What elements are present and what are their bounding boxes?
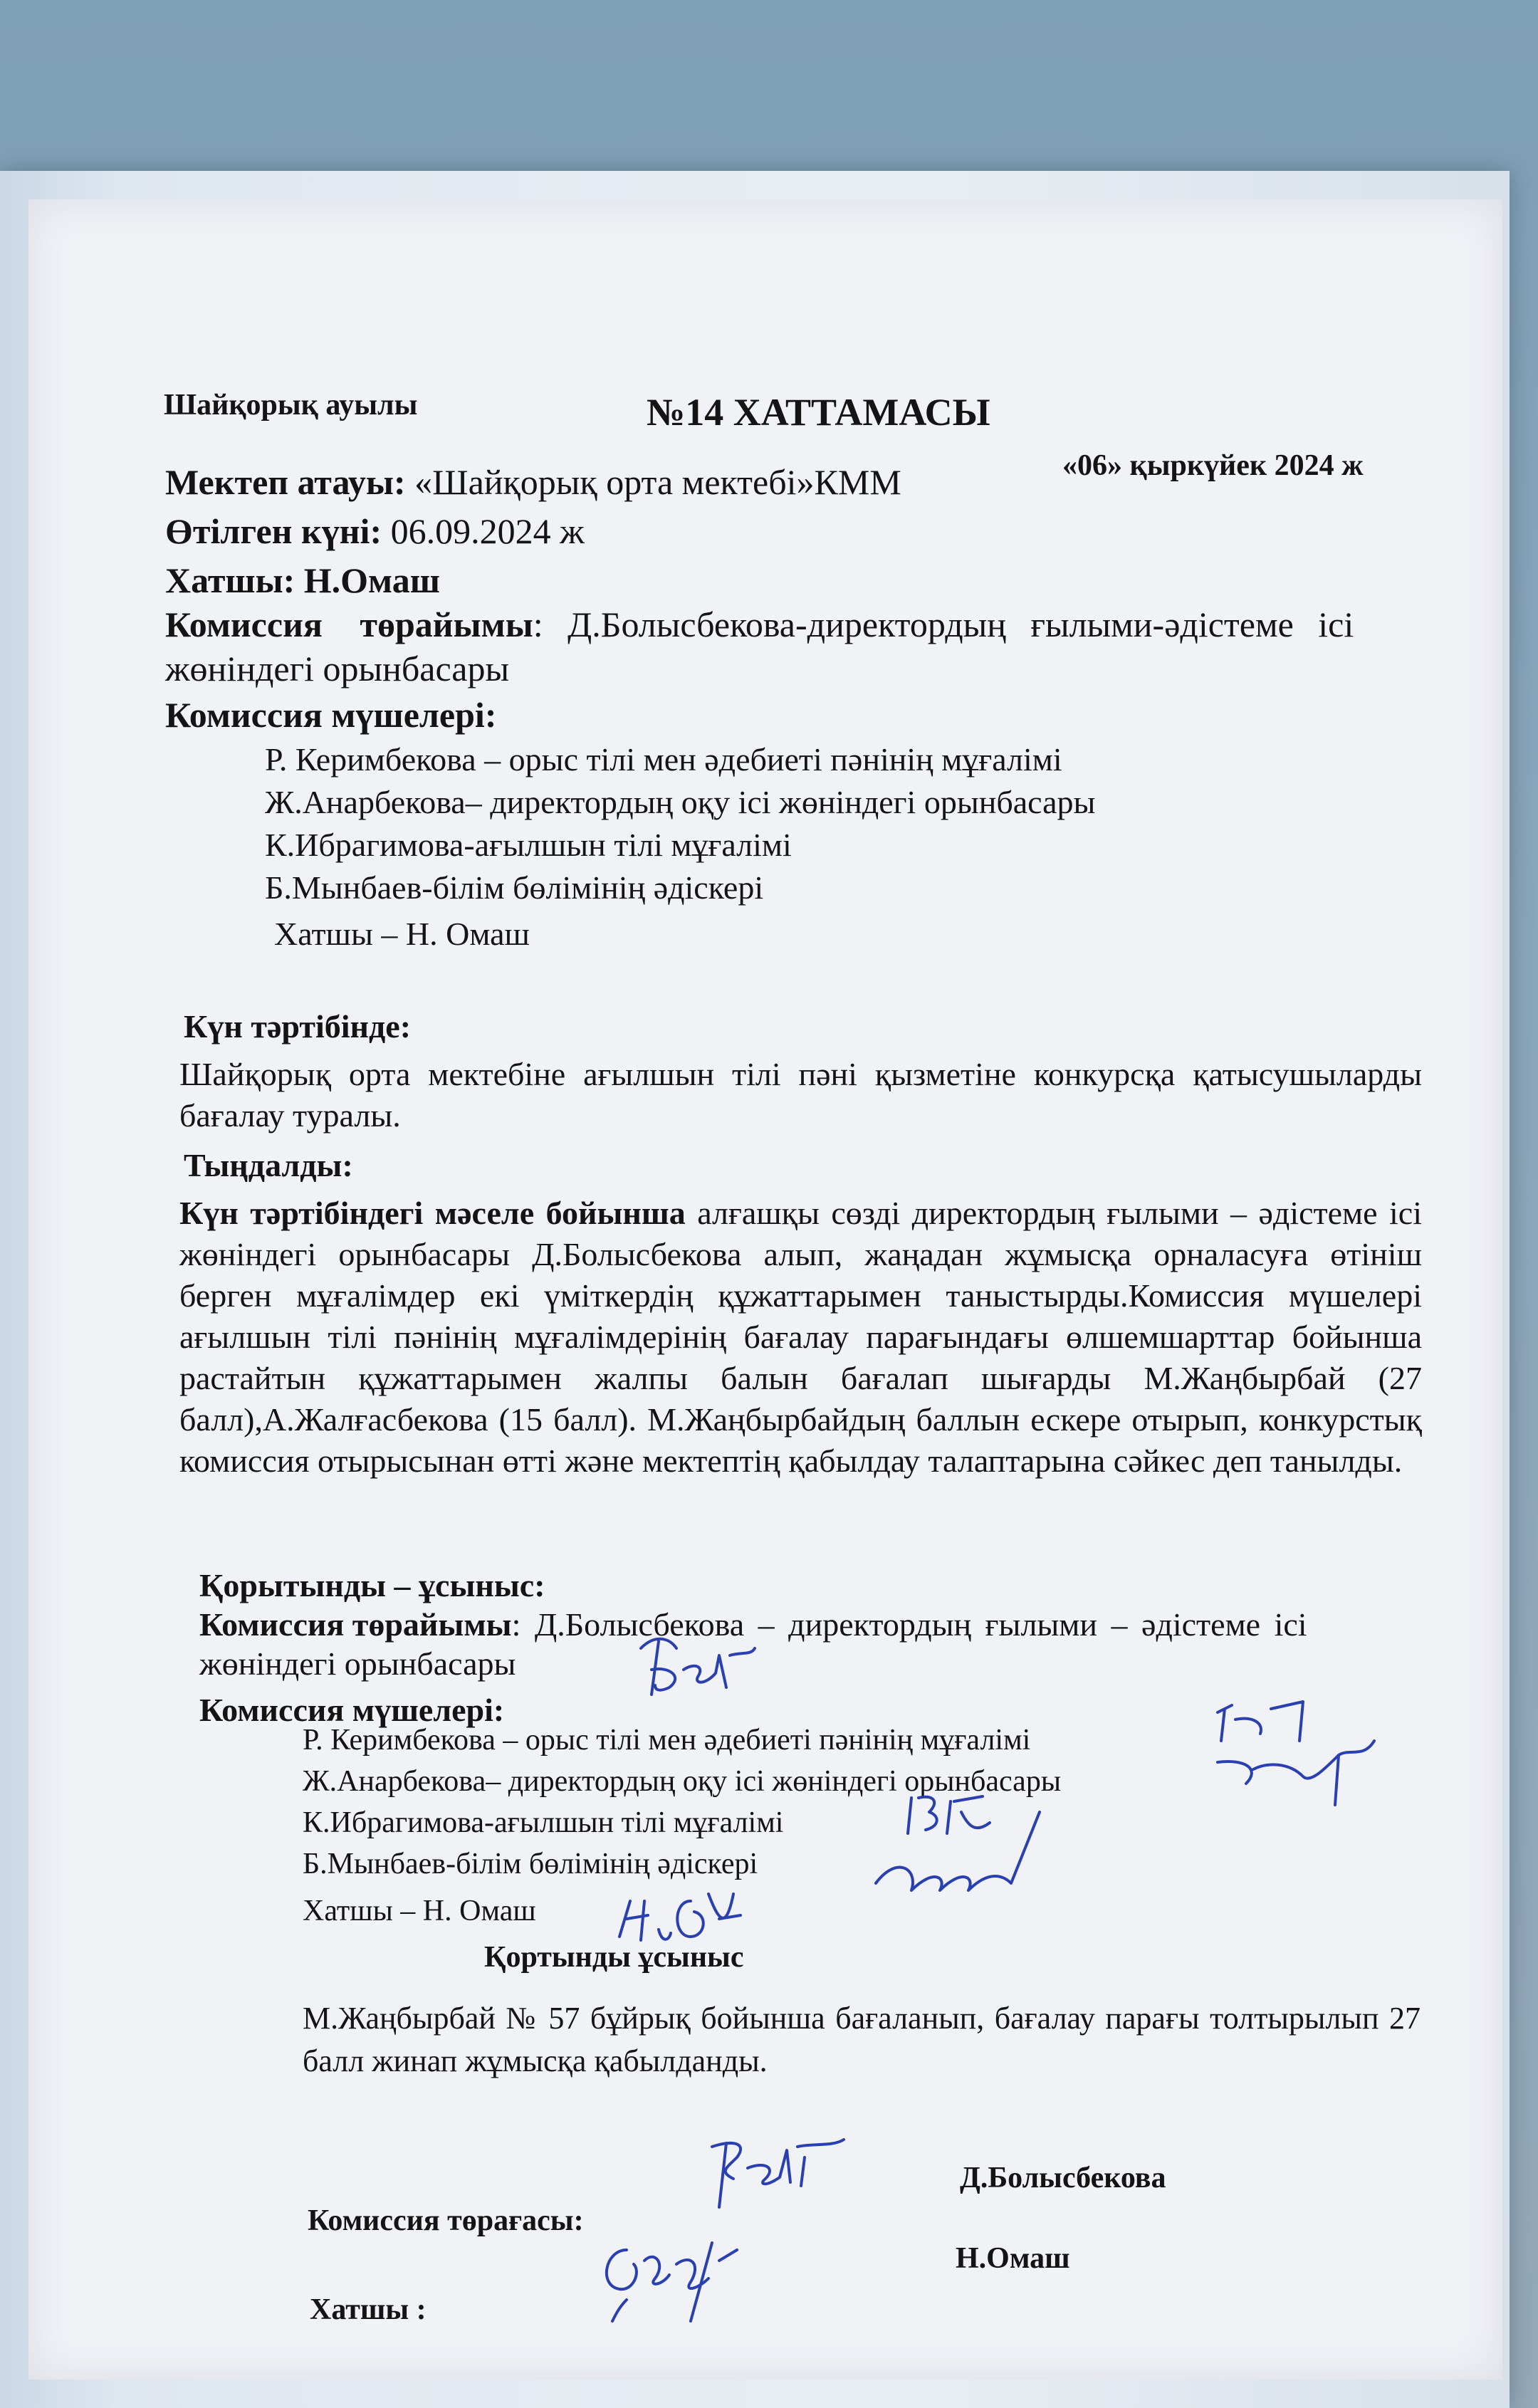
decision-text: М.Жаңбырбай № 57 бұйрық бойынша бағаланып, бағалау парағы толтырылып 27 балл жинап жұмысқа қабылданды.	[303, 2001, 1421, 2078]
heard-label: Тыңдалды:	[184, 1147, 353, 1183]
conclusion-member-item: Хатшы – Н. Омаш	[303, 1895, 536, 1927]
agenda-text: Шайқорық орта мектебіне ағылшын тілі пәні қызметіне конкурсқа қатысушыларды бағалау туралы.	[179, 1056, 1422, 1134]
secretary-line: Хатшы: Н.Омаш	[165, 560, 440, 600]
secretary-sign-name: Н.Омаш	[956, 2242, 1070, 2275]
conclusion-member-item: Б.Мынбаев-білім бөлімінің әдіскері	[303, 1848, 758, 1880]
signature-chair-final	[698, 2129, 854, 2229]
school-value: «Шайқорық орта мектебі»КММ	[414, 462, 901, 502]
held-value: 06.09.2024 ж	[390, 511, 585, 551]
chair-value: : Д.Болысбекова-директордың ғылыми-әдістеме ісі	[533, 604, 1354, 644]
member-item: Р. Керимбекова – орыс тілі мен әдебиеті пәнінің мұғалімі	[265, 741, 1062, 778]
conclusion-chair-value: : Д.Болысбекова – директордың ғылыми – әдістеме ісі	[511, 1606, 1307, 1643]
school-label: Мектеп атауы:	[165, 462, 406, 502]
conclusion-label: Қорытынды – ұсыныс:	[199, 1567, 545, 1603]
school-line	[165, 461, 901, 503]
held-label: Өтілген күні:	[165, 511, 382, 551]
chair-value-cont: жөніндегі орынбасары	[165, 649, 510, 689]
held-line	[165, 511, 585, 552]
protocol-title: №14 ХАТТАМАСЫ	[647, 391, 990, 434]
heard-text: алғашқы сөзді директордың ғылыми – әдістеме ісі жөніндегі орынбасары Д.Болысбекова алып, жаңадан жұмысқа орналасуға өтініш берген мұғалімдер екі үміткердің құжаттарымен таныстырды.Комиссия мүшелері ағылшын тілі пәнінің мұғалімдерінің бағалау парағындағы өлшемшарттар бойынша растайтын құжаттарымен жалпы балын бағалап шығарды М.Жаңбырбай (27 балл),А.Жалғасбекова (15 балл). М.Жаңбырбайдың баллын ескере отырып, конкурстық комиссия отырысынан өтті және мектептің қабылдау талаптарына сәйкес деп танылды.	[179, 1195, 1422, 1479]
member-item: К.Ибрагимова-ағылшын тілі мұғалімі	[265, 827, 792, 863]
signature-members	[1203, 1691, 1388, 1833]
conclusion-chair-cont: жөніндегі орынбасары	[199, 1645, 516, 1682]
village-name: Шайқорық ауылы	[164, 389, 418, 422]
chair-sign-label: Комиссия төрағасы:	[308, 2204, 584, 2237]
signature-chair-conclusion	[627, 1627, 769, 1705]
heard-lead: Күн тәртібіндегі мәселе бойынша	[179, 1195, 686, 1231]
conclusion-member-item: К.Ибрагимова-ағылшын тілі мұғалімі	[303, 1806, 784, 1839]
members-label: Комиссия мүшелері:	[165, 695, 497, 735]
member-item: Хатшы – Н. Омаш	[274, 916, 530, 952]
member-item: Ж.Анарбекова– директордың оқу ісі жөніндегі орынбасары	[265, 784, 1096, 820]
agenda-label: Күн тәртібінде:	[184, 1008, 412, 1045]
protocol-date: «06» қыркүйек 2024 ж	[1062, 449, 1364, 482]
signature-ibragimova	[869, 1784, 1054, 1912]
member-item: Б.Мынбаев-білім бөлімінің әдіскері	[265, 869, 764, 906]
conclusion-chair-label: Комиссия төрайымы	[199, 1606, 512, 1643]
conclusion-subheading: Қортынды ұсыныс	[484, 1941, 744, 1974]
conclusion-member-item: Р. Керимбекова – орыс тілі мен әдебиеті пәнінің мұғалімі	[303, 1724, 1031, 1757]
chair-line	[165, 604, 1433, 645]
chair-label: Комиссия төрайымы	[165, 604, 533, 644]
signature-omash	[605, 1873, 748, 1951]
chair-sign-name: Д.Болысбекова	[960, 2162, 1166, 2194]
heard-paragraph	[179, 1193, 1422, 1482]
secretary-sign-label: Хатшы :	[310, 2293, 427, 2326]
conclusion-member-item: Ж.Анарбекова– директордың оқу ісі жөніндегі орынбасары	[303, 1765, 1062, 1798]
conclusion-members-label: Комиссия мүшелері:	[199, 1692, 505, 1728]
signature-secretary-final	[584, 2221, 755, 2328]
